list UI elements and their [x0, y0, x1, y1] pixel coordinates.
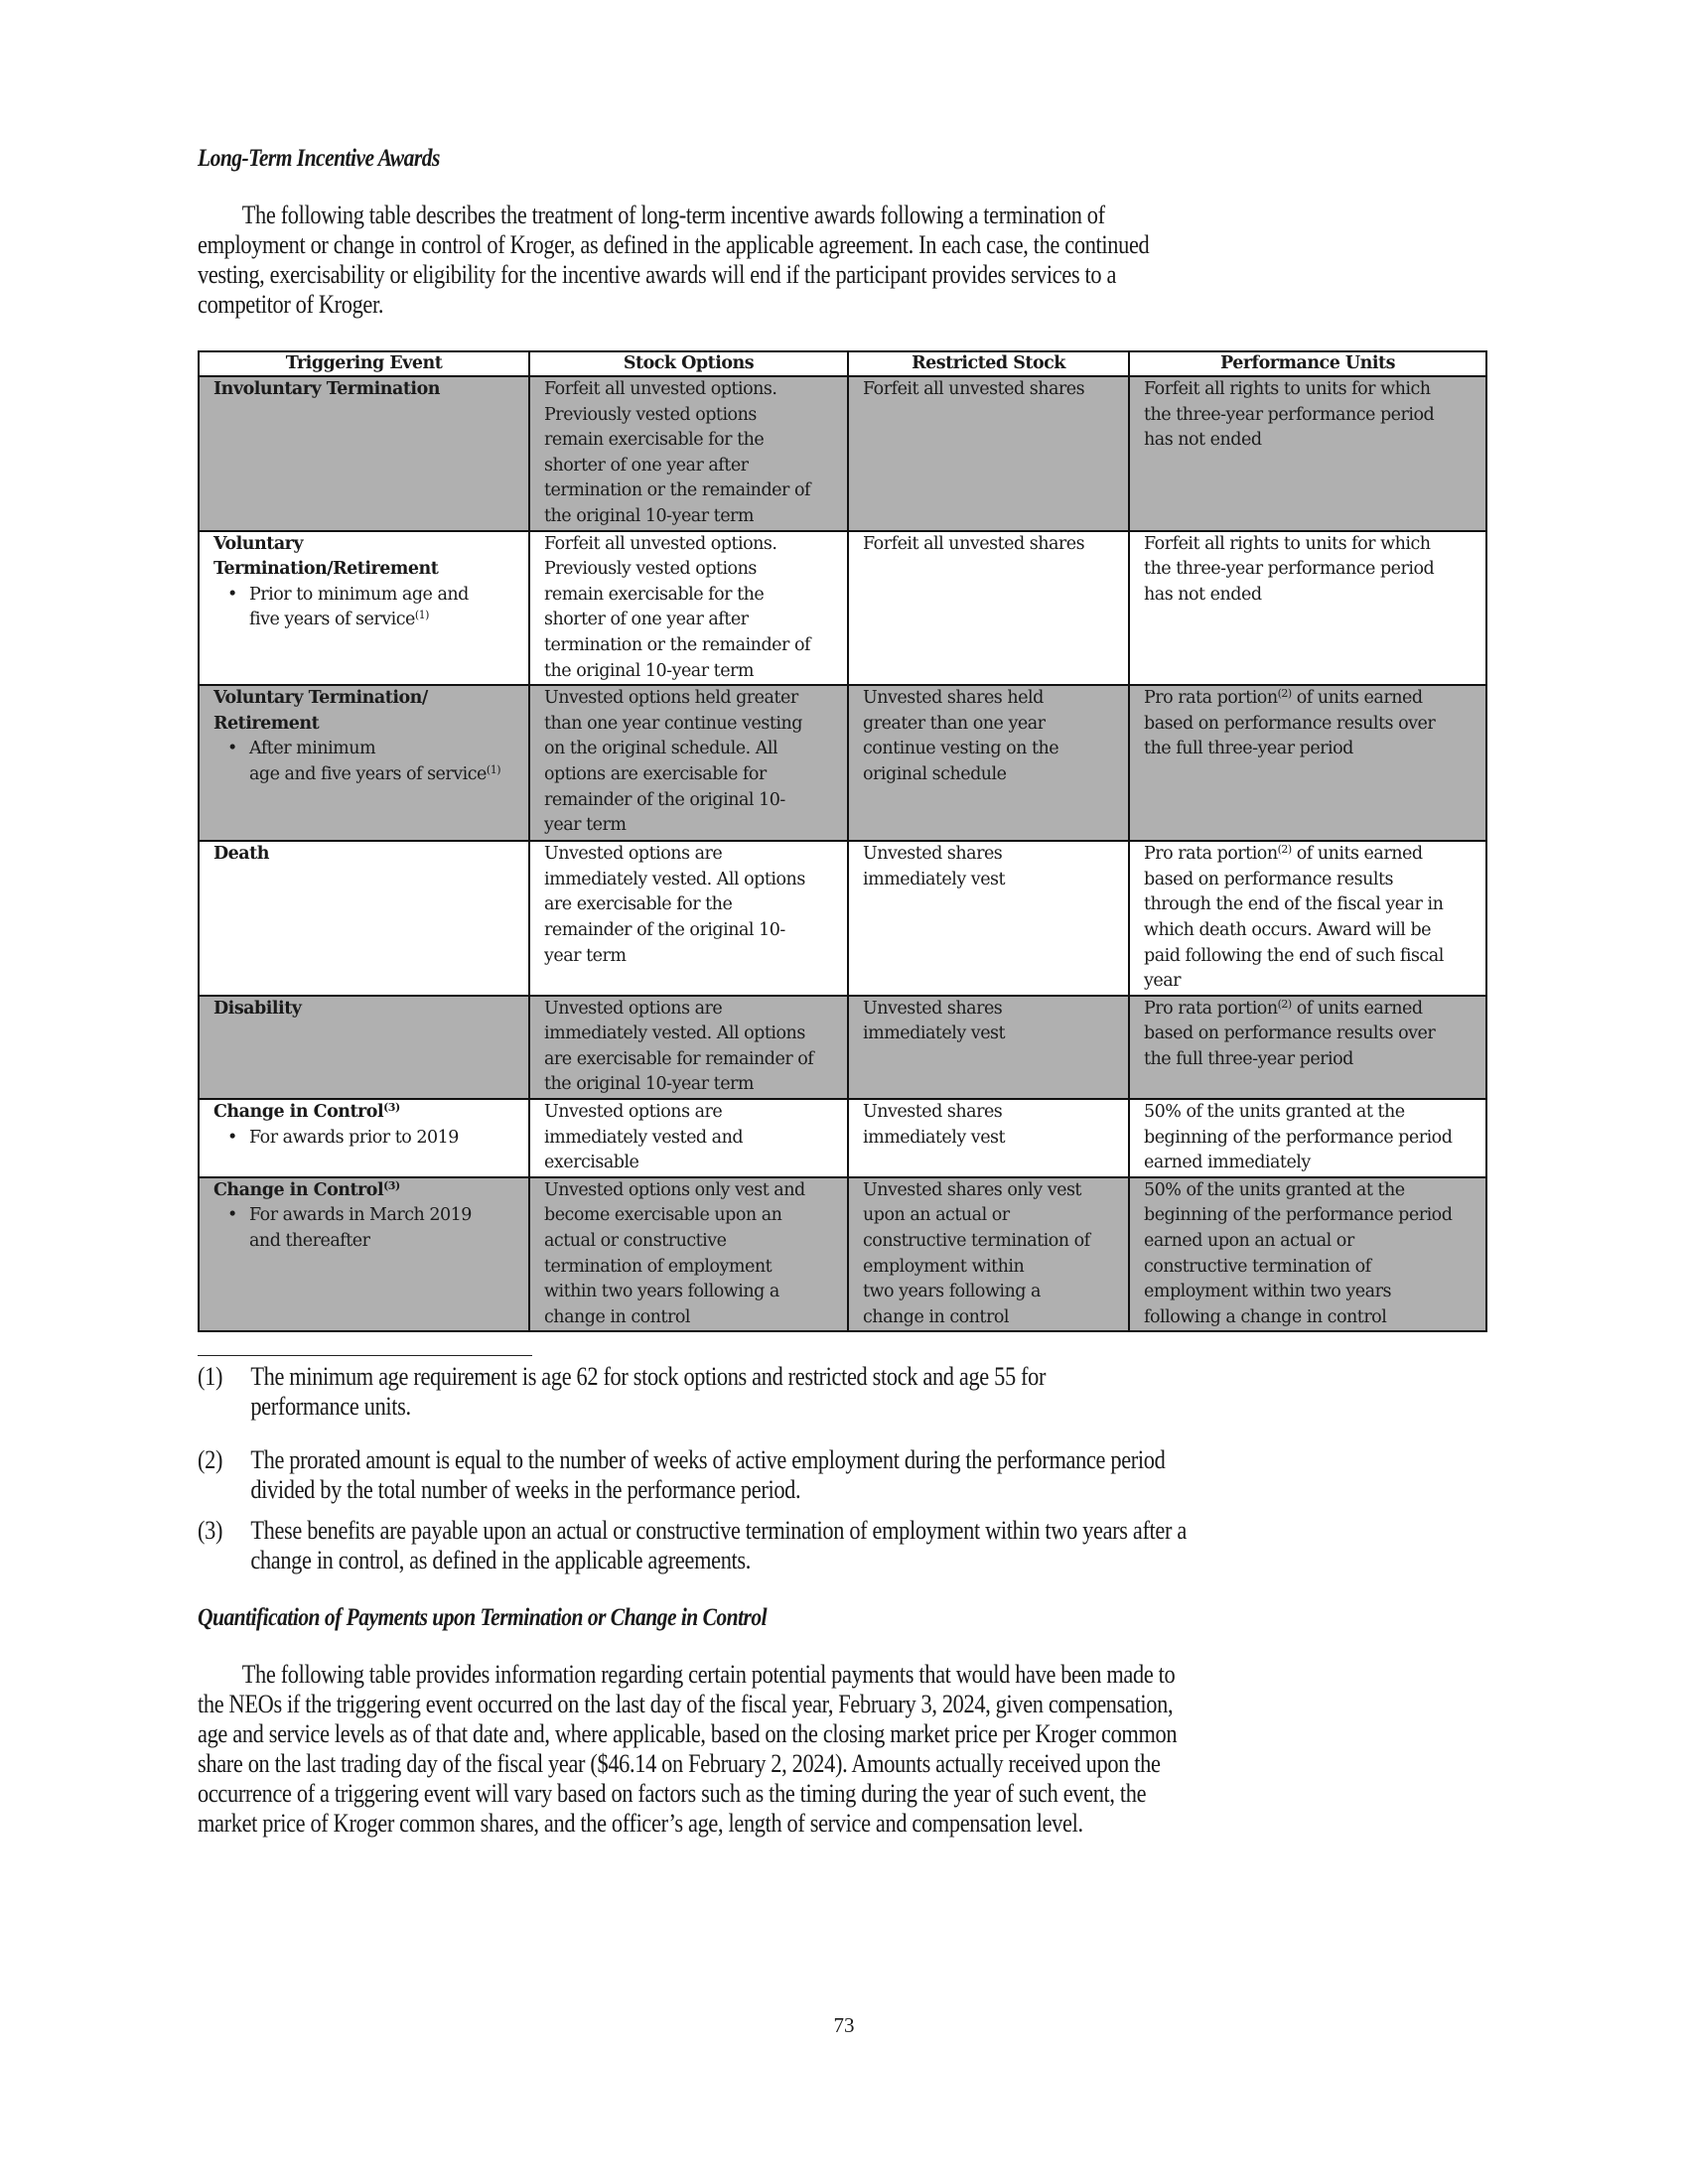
cell-text: year term	[544, 945, 627, 966]
table-header-row	[199, 351, 1486, 376]
table-row-voluntary-termination-after	[199, 685, 1486, 841]
cell-text: Unvested shares	[863, 998, 1003, 1019]
footnote-ref: (2)	[1277, 997, 1292, 1011]
cell-text: the original 10-year term	[544, 660, 755, 681]
table-row-involuntary-termination	[199, 376, 1486, 531]
paragraph-line: age and service levels as of that date and, where applicable, based on the closing market price per Kroger common	[198, 1719, 1178, 1748]
paragraph-line: vesting, exercisability or eligibility for the incentive awards will end if the participant provides services to a	[198, 260, 1117, 289]
footnote-line: The minimum age requirement is age 62 for stock options and restricted stock and age 55 for	[250, 1362, 1047, 1391]
cell-text: become exercisable upon an	[544, 1205, 782, 1226]
cell-performance-units	[1129, 1099, 1486, 1177]
cell-text: based on performance results over	[1144, 1024, 1436, 1044]
cell-text: original schedule	[863, 763, 1007, 784]
footnote-ref: (2)	[1277, 843, 1292, 857]
cell-text: earned immediately	[1144, 1153, 1311, 1173]
footnote-line: change in control, as defined in the applicable agreements.	[250, 1546, 752, 1574]
cell-triggering-event	[199, 685, 529, 841]
cell-text: Forfeit all rights to units for which	[1144, 379, 1431, 399]
cell-stock-options	[529, 841, 848, 996]
cell-restricted-stock	[848, 376, 1129, 531]
bullet-text: Prior to minimum age and	[249, 584, 469, 605]
cell-text: through the end of the fiscal year in	[1144, 894, 1444, 915]
cell-stock-options	[529, 996, 848, 1099]
table-row-voluntary-termination-prior	[199, 531, 1486, 686]
paragraph-line: The following table describes the treatment of long-term incentive awards following a termination of	[241, 201, 1105, 229]
cell-text: following a change in control	[1144, 1306, 1387, 1327]
cell-text: remainder of the original 10-	[544, 919, 785, 940]
paragraph-line: competitor of Kroger.	[198, 290, 384, 319]
footnote-1	[198, 1362, 1393, 1422]
event-title	[213, 1100, 522, 1126]
cell-text: Previously vested options	[544, 559, 757, 580]
bullet-text: five years of service	[249, 610, 415, 630]
cell-text: constructive termination of	[1144, 1256, 1371, 1277]
cell-text: termination or the remainder of	[544, 480, 810, 501]
event-bullet	[213, 583, 522, 633]
cell-text: based on performance results	[1144, 869, 1394, 889]
cell-performance-units	[1129, 531, 1486, 686]
paragraph-line: occurrence of a triggering event will vary based on factors such as the timing during the year of such event, the	[198, 1779, 1147, 1808]
quantification-paragraph	[198, 1660, 1478, 1839]
event-title: Disability	[213, 998, 302, 1019]
cell-text: year	[1144, 971, 1182, 992]
cell-text: the original 10-year term	[544, 505, 755, 526]
event-bullet	[213, 737, 522, 787]
cell-performance-units	[1129, 376, 1486, 531]
footnote-2	[198, 1445, 1393, 1505]
footnote-divider	[198, 1355, 532, 1356]
cell-restricted-stock	[848, 1099, 1129, 1177]
cell-text: Unvested options held greater	[544, 688, 798, 709]
cell-restricted-stock	[848, 685, 1129, 841]
column-header-performance-units: Performance Units	[1129, 351, 1486, 376]
cell-text: options are exercisable for	[544, 763, 767, 784]
cell-performance-units	[1129, 841, 1486, 996]
page-number: 73	[833, 2013, 855, 2037]
cell-text: 50% of the units granted at the	[1144, 1102, 1405, 1123]
cell-text: earned upon an actual or	[1144, 1231, 1354, 1252]
cell-text: year term	[544, 815, 627, 836]
cell-restricted-stock	[848, 1177, 1129, 1332]
cell-text: two years following a	[863, 1282, 1041, 1302]
cell-stock-options	[529, 1099, 848, 1177]
event-title: Retirement	[213, 713, 320, 734]
footnote-3	[198, 1516, 1393, 1575]
event-title: Voluntary	[213, 533, 304, 554]
event-title: Involuntary Termination	[213, 379, 440, 399]
cell-text: remain exercisable for the	[544, 430, 765, 451]
table-row-death	[199, 841, 1486, 996]
cell-text: of units earned	[1291, 844, 1423, 865]
footnote-number: (2)	[198, 1445, 223, 1474]
bullet-text: For awards in March 2019	[249, 1205, 472, 1226]
cell-text: immediately vest	[863, 869, 1006, 889]
footnote-ref: (3)	[383, 1178, 400, 1192]
cell-text: are exercisable for remainder of	[544, 1048, 814, 1069]
bullet-text: After minimum	[249, 739, 376, 759]
intro-paragraph	[198, 201, 1478, 320]
cell-text: Forfeit all unvested options.	[544, 379, 777, 399]
cell-text: Forfeit all unvested shares	[863, 533, 1085, 554]
paragraph-line: share on the last trading day of the fiscal year ($46.14 on February 2, 2024). Amounts actually received upon the	[198, 1749, 1161, 1778]
cell-triggering-event	[199, 1099, 529, 1177]
event-bullet	[213, 1203, 522, 1254]
cell-text: immediately vest	[863, 1127, 1006, 1148]
cell-text: Pro rata portion	[1144, 998, 1278, 1019]
footnote-ref: (3)	[383, 1101, 400, 1115]
cell-stock-options	[529, 531, 848, 686]
cell-text: paid following the end of such fiscal	[1144, 945, 1444, 966]
cell-text: exercisable	[544, 1153, 639, 1173]
footnote-text	[198, 1445, 1393, 1505]
footnote-ref: (1)	[414, 609, 429, 622]
cell-text: employment within two years	[1144, 1282, 1391, 1302]
footnote-ref: (2)	[1277, 687, 1292, 701]
cell-text: Unvested options only vest and	[544, 1179, 805, 1200]
cell-text: shorter of one year after	[544, 610, 749, 630]
cell-triggering-event	[199, 531, 529, 686]
cell-restricted-stock	[848, 841, 1129, 996]
cell-text: on the original schedule. All	[544, 739, 778, 759]
cell-text: Unvested shares	[863, 844, 1003, 865]
cell-stock-options	[529, 1177, 848, 1332]
cell-text: shorter of one year after	[544, 455, 749, 476]
cell-text: of units earned	[1291, 688, 1423, 709]
cell-text: remain exercisable for the	[544, 584, 765, 605]
lti-treatment-table	[198, 350, 1487, 1332]
cell-text: than one year continue vesting	[544, 713, 802, 734]
footnote-number: (3)	[198, 1516, 223, 1545]
cell-text: has not ended	[1144, 584, 1262, 605]
table-row-disability	[199, 996, 1486, 1099]
cell-text	[1144, 997, 1479, 1023]
cell-text	[1144, 842, 1479, 868]
cell-text: employment within	[863, 1256, 1025, 1277]
cell-restricted-stock	[848, 996, 1129, 1099]
cell-text: Unvested options are	[544, 1102, 723, 1123]
cell-text: immediately vest	[863, 1024, 1006, 1044]
cell-text: Pro rata portion	[1144, 844, 1278, 865]
cell-restricted-stock	[848, 531, 1129, 686]
bullet-text: age and five years of service	[249, 763, 487, 784]
footnote-text	[198, 1516, 1393, 1575]
event-title-text: Change in Control	[213, 1179, 384, 1200]
cell-text: immediately vested. All options	[544, 1024, 805, 1044]
event-title-text: Change in Control	[213, 1102, 384, 1123]
cell-text: continue vesting on the	[863, 739, 1059, 759]
cell-triggering-event	[199, 1177, 529, 1332]
cell-triggering-event	[199, 376, 529, 531]
cell-text: Previously vested options	[544, 404, 757, 425]
footnote-number: (1)	[198, 1362, 223, 1391]
cell-text: change in control	[544, 1306, 690, 1327]
cell-text: within two years following a	[544, 1282, 779, 1302]
cell-text: Forfeit all rights to units for which	[1144, 533, 1431, 554]
cell-text: termination or the remainder of	[544, 634, 810, 655]
cell-text: has not ended	[1144, 430, 1262, 451]
cell-text: Unvested shares	[863, 1102, 1003, 1123]
cell-performance-units	[1129, 685, 1486, 841]
cell-text: Unvested options are	[544, 998, 723, 1019]
event-title	[213, 1178, 522, 1204]
column-header-stock-options: Stock Options	[529, 351, 848, 376]
event-title: Voluntary Termination/	[213, 688, 428, 709]
cell-text: the full three-year period	[1144, 1048, 1353, 1069]
footnote-line: The prorated amount is equal to the number of weeks of active employment during the performance period	[250, 1445, 1166, 1474]
cell-text: constructive termination of	[863, 1231, 1090, 1252]
cell-text: the three-year performance period	[1144, 559, 1435, 580]
cell-text: immediately vested. All options	[544, 869, 805, 889]
footnote-line: These benefits are payable upon an actual or constructive termination of employment within two years after a	[250, 1516, 1187, 1545]
cell-text: Unvested shares held	[863, 688, 1044, 709]
cell-text: Forfeit all unvested shares	[863, 379, 1085, 399]
cell-text: which death occurs. Award will be	[1144, 919, 1432, 940]
cell-text: Forfeit all unvested options.	[544, 533, 777, 554]
footnote-line: performance units.	[250, 1392, 411, 1421]
cell-text: of units earned	[1291, 998, 1423, 1019]
cell-text: the full three-year period	[1144, 739, 1353, 759]
event-bullet: • For awards prior to 2019	[213, 1126, 522, 1152]
cell-stock-options	[529, 685, 848, 841]
footnote-text	[198, 1362, 1393, 1422]
section-heading-long-term-incentive-awards: Long-Term Incentive Awards	[198, 145, 440, 172]
cell-triggering-event	[199, 841, 529, 996]
cell-text: greater than one year	[863, 713, 1046, 734]
cell-text: beginning of the performance period	[1144, 1205, 1453, 1226]
cell-text: termination of employment	[544, 1256, 773, 1277]
cell-text	[1144, 686, 1479, 712]
cell-stock-options	[529, 376, 848, 531]
table-row-change-in-control-2019-onward	[199, 1177, 1486, 1332]
footnote-ref: (1)	[486, 762, 501, 776]
cell-text: based on performance results over	[1144, 713, 1436, 734]
paragraph-line: The following table provides information regarding certain potential payments that would have been made to	[241, 1660, 1176, 1689]
column-header-triggering-event: Triggering Event	[199, 351, 529, 376]
bullet-text: and thereafter	[249, 1231, 370, 1252]
paragraph-line: the NEOs if the triggering event occurred on the last day of the fiscal year, February 3, 2024, given compensation,	[198, 1690, 1174, 1718]
paragraph-line: market price of Kroger common shares, and the officer’s age, length of service and compensation level.	[198, 1809, 1083, 1838]
cell-text: remainder of the original 10-	[544, 789, 785, 810]
cell-triggering-event	[199, 996, 529, 1099]
cell-text: beginning of the performance period	[1144, 1127, 1453, 1148]
cell-text: the original 10-year term	[544, 1074, 755, 1095]
cell-performance-units	[1129, 996, 1486, 1099]
cell-text: actual or constructive	[544, 1231, 727, 1252]
cell-text: 50% of the units granted at the	[1144, 1179, 1405, 1200]
event-title: Termination/Retirement	[213, 559, 439, 580]
paragraph-line: employment or change in control of Kroger, as defined in the applicable agreement. In each case, the continued	[198, 230, 1150, 259]
table-row-change-in-control-prior-2019	[199, 1099, 1486, 1177]
section-heading-quantification-of-payments: Quantification of Payments upon Termination or Change in Control	[198, 1604, 768, 1631]
column-header-restricted-stock: Restricted Stock	[848, 351, 1129, 376]
cell-text: immediately vested and	[544, 1127, 744, 1148]
footnote-line: divided by the total number of weeks in the performance period.	[250, 1475, 801, 1504]
cell-text: the three-year performance period	[1144, 404, 1435, 425]
cell-text: Pro rata portion	[1144, 688, 1278, 709]
event-title: Death	[213, 844, 269, 865]
cell-text: Unvested options are	[544, 844, 723, 865]
cell-text: Unvested shares only vest	[863, 1179, 1081, 1200]
cell-text: change in control	[863, 1306, 1009, 1327]
cell-performance-units	[1129, 1177, 1486, 1332]
cell-text: upon an actual or	[863, 1205, 1010, 1226]
cell-text: are exercisable for the	[544, 894, 733, 915]
